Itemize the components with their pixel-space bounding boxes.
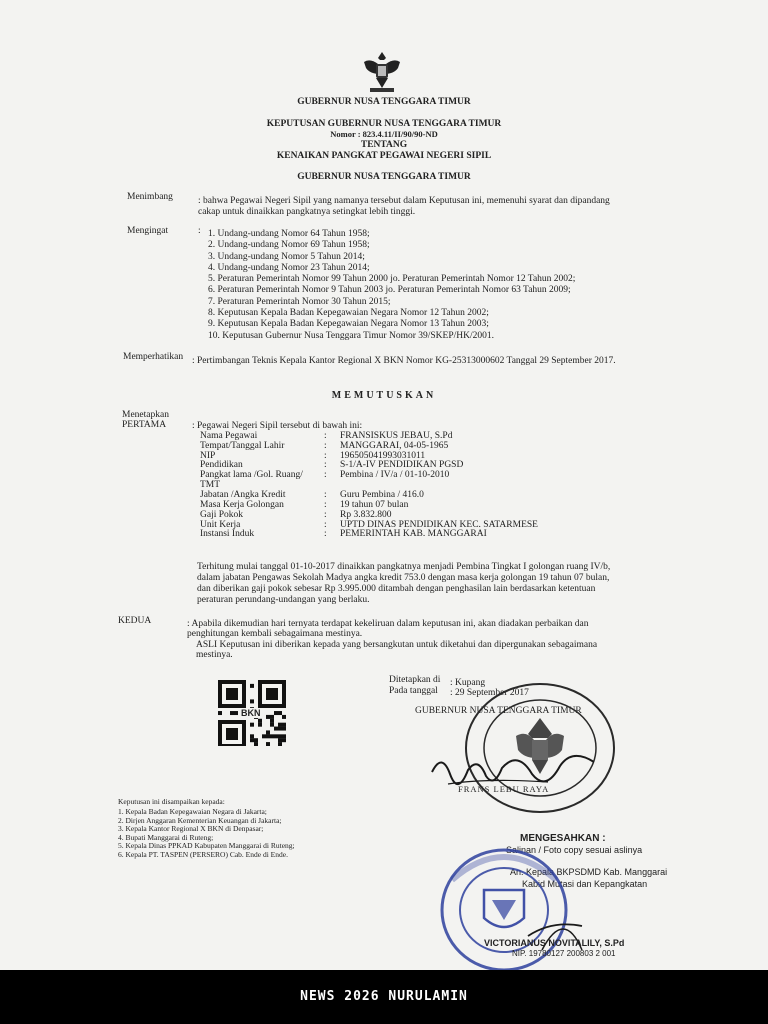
decree-title: KEPUTUSAN GUBERNUR NUSA TENGGARA TIMUR — [266, 119, 502, 129]
pertama-label: PERTAMA — [122, 420, 167, 430]
field-label: Masa Kerja Golongan — [200, 499, 284, 510]
table-row: Tempat/Tanggal Lahir : MANGGARAI, 04-05-1965 — [200, 440, 449, 451]
table-row: Gaji Pokok : Rp 3.832.800 — [200, 509, 392, 520]
legalization-line-1: Salinan / Foto copy sesuai aslinya — [506, 845, 643, 855]
list-item: 9. Keputusan Kepala Badan Kepegawaian Negara Nomor 13 Tahun 2003; — [208, 319, 489, 330]
employee-fields — [200, 432, 538, 540]
qr-code — [218, 680, 286, 746]
date-value: : 29 September 2017 — [450, 688, 529, 698]
field-value: 19 tahun 07 bulan — [340, 499, 409, 510]
table-row: Masa Kerja Golongan : 19 tahun 07 bulan — [200, 499, 409, 510]
memutuskan-heading: MEMUTUSKAN — [331, 390, 437, 401]
field-value: Guru Pembina / 416.0 — [340, 490, 424, 501]
legalization-line-2: An. Kepala BKPSDMD Kab. Manggarai — [510, 867, 668, 877]
memperhatikan-text: : Pertimbangan Teknis Kepala Kantor Regional X BKN Nomor KG-25313000602 Tanggal 29 September 2017. — [192, 356, 616, 366]
list-item: 1. Undang-undang Nomor 64 Tahun 1958; — [208, 229, 370, 239]
field-value: Pembina / IV/a / 01-10-2010 — [340, 470, 450, 481]
signer-title: GUBERNUR NUSA TENGGARA TIMUR — [415, 706, 582, 716]
list-item: 2. Undang-undang Nomor 69 Tahun 1958; — [208, 240, 370, 251]
list-item: 10. Keputusan Gubernur Nusa Tenggara Timur Nomor 39/SKEP/HK/2001. — [208, 330, 494, 341]
qr-caption: BKN — [241, 708, 261, 718]
mengingat-label: Mengingat — [127, 226, 169, 236]
field-value: PEMERINTAH KAB. MANGGARAI — [340, 529, 487, 540]
menetapkan-label: Menetapkan — [122, 410, 169, 420]
list-item: 1. Kepala Badan Kepegawaian Negara di Jakarta; — [118, 807, 267, 816]
pertama-intro: : Pegawai Negeri Sipil tersebut di bawah ini: — [192, 421, 363, 431]
table-row: Jabatan /Angka Kredit : Guru Pembina / 416.0 — [200, 490, 424, 501]
field-label: Pangkat lama /Gol. Ruang/ TMT — [200, 470, 303, 490]
place-label: Ditetapkan di — [389, 675, 441, 685]
list-item: 6. Peraturan Pemerintah Nomor 9 Tahun 2003 jo. Peraturan Pemerintah Nomor 63 Tahun 2009; — [208, 285, 571, 296]
mengingat-list — [208, 229, 575, 342]
list-item: 5. Peraturan Pemerintah Nomor 99 Tahun 2000 jo. Peraturan Pemerintah Nomor 12 Tahun 2002; — [208, 274, 576, 285]
decree-about: TENTANG — [360, 140, 408, 150]
promotion-paragraph: Terhitung mulai tanggal 01-10-2017 dinaikkan pangkatnya menjadi Pembina Tingkat I golongan ruang IV/b, dalam jabatan Pengawas Sekolah Madya angka kredit 753.0 dengan masa kerja golongan 19 tahun 07 bulan, dan diberikan gaji pokok sebesar Rp 3.995.000 ditambah dengan penghasilan lain berdasarkan ketentuan peraturan perundang-undangan yang berlaku. — [197, 562, 611, 605]
table-row: Pangkat lama /Gol. Ruang/ TMT: Pembina / IV/a / 01-10-2010 — [200, 470, 450, 490]
list-item: 4. Undang-undang Nomor 23 Tahun 2014; — [208, 262, 370, 273]
list-item: 5. Kepala Dinas PPKAD Kabupaten Manggarai di Ruteng; — [118, 841, 295, 851]
menimbang-text: : bahwa Pegawai Negeri Sipil yang namanya tersebut dalam Keputusan ini, memenuhi syarat dan dipandang cakap untuk dinaikkan pangkatnya setingkat lebih tinggi. — [198, 196, 610, 217]
tembusan-title: Keputusan ini disampaikan kepada: — [118, 797, 225, 806]
kedua-text-1: : Apabila dikemudian hari ternyata terdapat kekeliruan dalam keputusan ini, akan diadakan perbaikan dan penghitungan kembali sebagaimana mestinya. — [187, 619, 589, 639]
decree-subject: KENAIKAN PANGKAT PEGAWAI NEGERI SIPIL — [276, 151, 492, 161]
memperhatikan-label: Memperhatikan — [123, 352, 184, 362]
list-item: 8. Keputusan Kepala Badan Kepegawaian Negara Nomor 12 Tahun 2002; — [208, 308, 489, 319]
legalization-line-3: Kabid Mutasi dan Kepangkatan — [522, 879, 648, 889]
list-item: 7. Peraturan Pemerintah Nomor 30 Tahun 2015; — [208, 296, 391, 307]
field-value: MANGGARAI, 04-05-1965 — [340, 440, 449, 451]
legalization-name: VICTORIANUS NOVITALILY, S.Pd — [484, 938, 625, 948]
mengingat-colon: : — [198, 226, 201, 236]
field-value: UPTD DINAS PENDIDIKAN KEC. SATARMESE — [340, 519, 538, 530]
field-label: Jabatan /Angka Kredit — [200, 490, 286, 501]
governor-title: GUBERNUR NUSA TENGGARA TIMUR — [297, 97, 471, 107]
field-value: S-1/A-IV PENDIDIKAN PGSD — [340, 460, 464, 471]
kedua-label: KEDUA — [118, 616, 152, 626]
list-item: 6. Kepala PT. TASPEN (PERSERO) Cab. Ende di Ende. — [118, 849, 288, 859]
field-label: Pendidikan — [200, 460, 243, 471]
garuda-emblem-icon — [360, 48, 404, 94]
list-item: 3. Kepala Kantor Regional X BKN di Denpasar; — [118, 824, 264, 834]
field-value: Rp 3.832.800 — [340, 509, 392, 520]
governor-title-2: GUBERNUR NUSA TENGGARA TIMUR — [297, 172, 471, 182]
signer-name: FRANS LEBU RAYA — [458, 784, 550, 794]
field-label: Unit Kerja — [200, 519, 241, 530]
legalization-nip: NIP. 19780127 200803 2 001 — [512, 949, 616, 958]
table-row: Unit Kerja : UPTD DINAS PENDIDIKAN KEC. SATARMESE — [200, 519, 538, 530]
news-watermark-footer: NEWS 2026 NURULAMIN — [0, 970, 768, 1024]
field-label: Instansi Induk — [200, 529, 255, 540]
table-row: Pendidikan : S-1/A-IV PENDIDIKAN PGSD — [200, 460, 464, 471]
date-label: Pada tanggal — [389, 686, 438, 696]
field-value: 196505041993031011 — [340, 450, 426, 461]
field-label: Gaji Pokok — [200, 509, 244, 520]
place-value: : Kupang — [450, 678, 486, 688]
table-row: Nama Pegawai : FRANSISKUS JEBAU, S.Pd — [200, 431, 453, 441]
field-label: Nama Pegawai — [200, 431, 258, 441]
kedua-text-2: ASLI Keputusan ini diberikan kepada yang bersangkutan untuk diketahui dan dipergunakan sebagaimana mestinya. — [196, 640, 598, 660]
field-value: FRANSISKUS JEBAU, S.Pd — [340, 431, 453, 441]
list-item: 4. Bupati Manggarai di Ruteng; — [118, 832, 214, 842]
table-row: NIP : 196505041993031011 — [200, 450, 426, 461]
decree-number: Nomor : 823.4.11/II/90/90-ND — [330, 129, 438, 139]
legalization-title: MENGESAHKAN : — [520, 833, 606, 844]
field-label: NIP — [200, 450, 216, 461]
menimbang-label: Menimbang — [127, 192, 173, 202]
list-item: 2. Dirjen Anggaran Kementerian Keuangan di Jakarta; — [118, 815, 282, 825]
table-row: Instansi Induk : PEMERINTAH KAB. MANGGARAI — [200, 529, 487, 540]
tembusan-list — [118, 808, 295, 860]
list-item: 3. Undang-undang Nomor 5 Tahun 2014; — [208, 251, 365, 262]
field-label: Tempat/Tanggal Lahir — [200, 440, 285, 451]
